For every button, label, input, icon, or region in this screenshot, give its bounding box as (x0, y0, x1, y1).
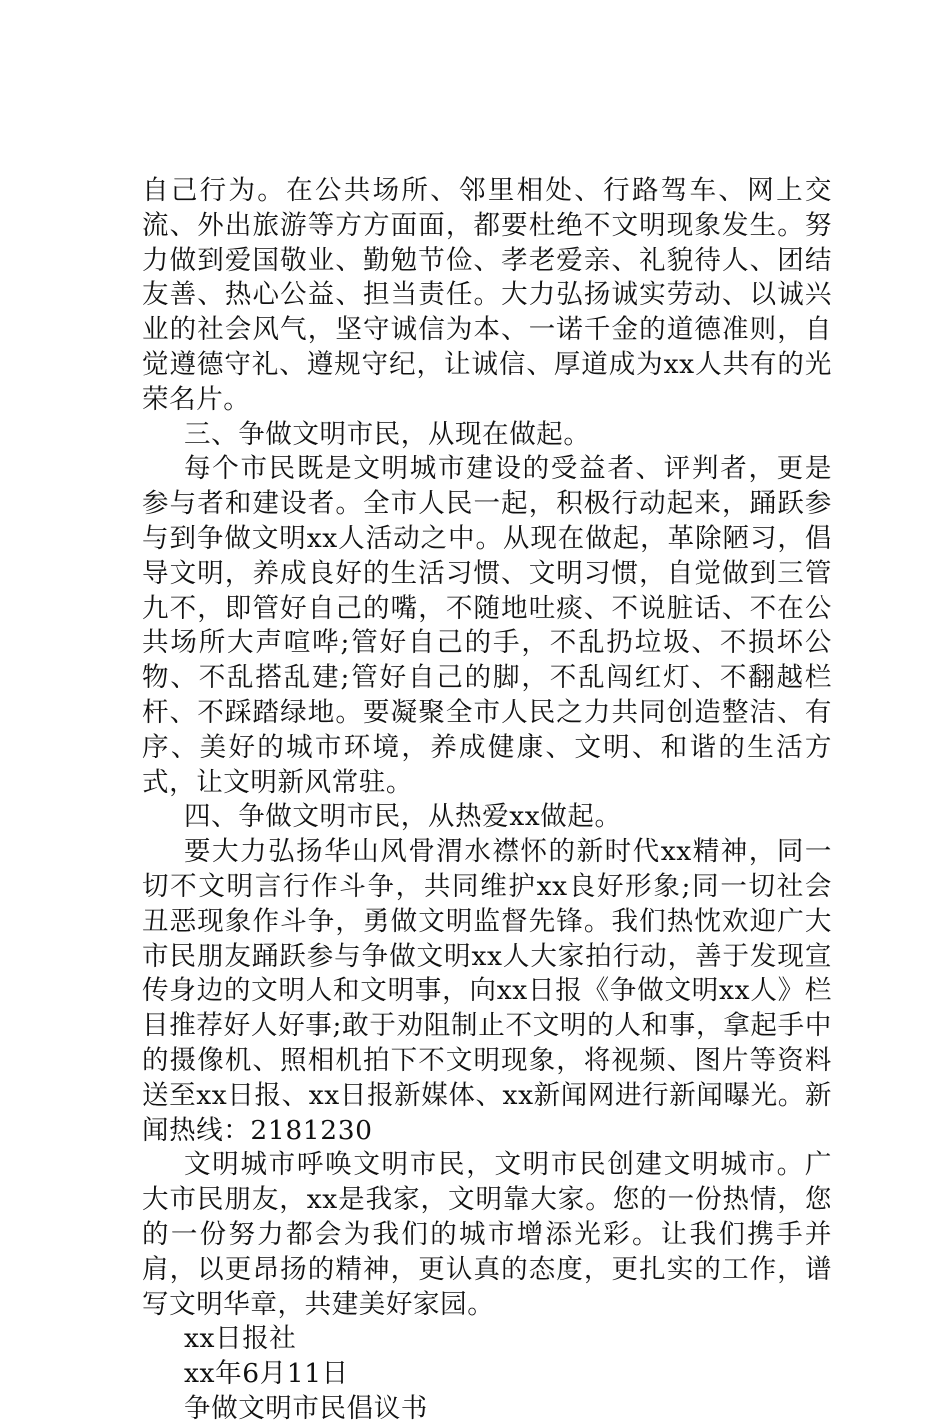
section-heading-3: 三、争做文明市民，从现在做起。 (184, 418, 591, 450)
paragraph-section-4: 要大力弘扬华山风骨渭水襟怀的新时代xx精神，同一切不文明言行作斗争，共同维护xx良好形象;同一切社会丑恶现象作斗争，勇做文明监督先锋。我们热忱欢迎广大市民朋友踊跃参与争做文明xx人大家拍行动，善于发现宣传身边的文明人和文明事，向xx日报《争做文明xx人》栏目推荐好人好事;敢于劝阻制止不文明的人和事，拿起手中的摄像机、照相机拍下不文明现象，将视频、图片等资料送至xx日报、xx日报新媒体、xx新闻网进行新闻曝光。新闻热线：2181230 (142, 836, 832, 1146)
section-heading-4: 四、争做文明市民，从热爱xx做起。 (184, 801, 622, 833)
signature-date: xx年6月11日 (184, 1358, 349, 1390)
paragraph-closing: 文明城市呼唤文明市民，文明市民创建文明城市。广大市民朋友，xx是我家，文明靠大家。您的一份热情，您的一份努力都会为我们的城市增添光彩。让我们携手并肩，以更昂扬的精神，更认真的态度，更扎实的工作，谱写文明华章，共建美好家园。 (142, 1149, 832, 1320)
document-title: 争做文明市民倡议书 (184, 1392, 428, 1424)
document-page (142, 174, 832, 1427)
paragraph-continuation: 自己行为。在公共场所、邻里相处、行路驾车、网上交流、外出旅游等方方面面，都要杜绝不文明现象发生。努力做到爱国敬业、勤勉节俭、孝老爱亲、礼貌待人、团结友善、热心公益、担当责任。大力弘扬诚实劳动、以诚兴业的社会风气，坚守诚信为本、一诺千金的道德准则，自觉遵德守礼、遵规守纪，让诚信、厚道成为xx人共有的光荣名片。 (142, 175, 832, 415)
signature-organization: xx日报社 (184, 1323, 297, 1355)
paragraph-section-3: 每个市民既是文明城市建设的受益者、评判者，更是参与者和建设者。全市人民一起，积极行动起来，踊跃参与到争做文明xx人活动之中。从现在做起，革除陋习，倡导文明，养成良好的生活习惯、文明习惯，自觉做到三管九不，即管好自己的嘴，不随地吐痰、不说脏话、不在公共场所大声喧哗;管好自己的手，不乱扔垃圾、不损坏公物、不乱搭乱建;管好自己的脚，不乱闯红灯、不翻越栏杆、不踩踏绿地。要凝聚全市人民之力共同创造整洁、有序、美好的城市环境，养成健康、文明、和谐的生活方式，让文明新风常驻。 (142, 453, 832, 798)
